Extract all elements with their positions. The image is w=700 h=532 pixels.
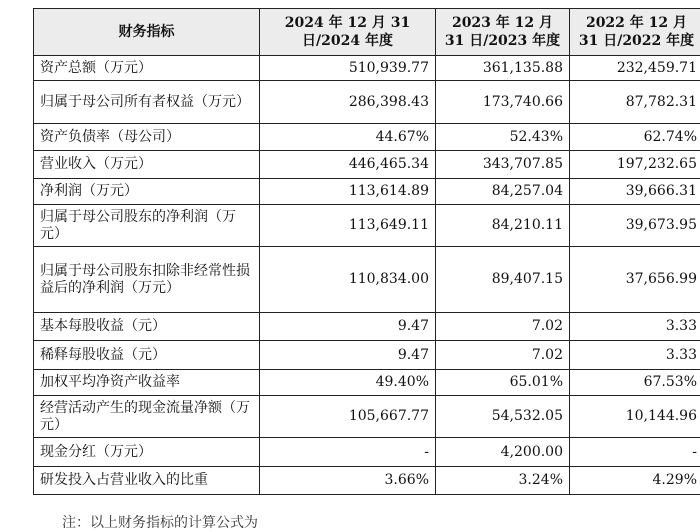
row-label: 经营活动产生的现金流量净额（万元） — [34, 396, 260, 438]
cell-2022: 67.53% — [570, 370, 700, 396]
row-label: 营业收入（万元） — [34, 151, 260, 179]
cell-2024: 113,649.11 — [260, 205, 436, 247]
cell-2023: 54,532.05 — [436, 396, 570, 438]
table-row — [34, 124, 700, 151]
row-label: 现金分红（万元） — [34, 438, 260, 467]
table-row — [34, 396, 700, 438]
row-label: 加权平均净资产收益率 — [34, 370, 260, 396]
cell-2023: 84,257.04 — [436, 179, 570, 205]
table-row — [34, 313, 700, 341]
cell-2023: 3.24% — [436, 467, 570, 495]
financial-indicators-table — [33, 8, 700, 495]
row-label: 研发投入占营业收入的比重 — [34, 467, 260, 495]
header-2024: 2024 年 12 月 31 日/2024 年度 — [260, 9, 436, 56]
header-indicator: 财务指标 — [34, 9, 260, 56]
table-row — [34, 151, 700, 179]
cell-2022: 62.74% — [570, 124, 700, 151]
table-row — [34, 467, 700, 495]
row-label: 资产总额（万元） — [34, 56, 260, 81]
cell-2023: 173,740.66 — [436, 81, 570, 124]
cell-2023: 361,135.88 — [436, 56, 570, 81]
row-label: 资产负债率（母公司） — [34, 124, 260, 151]
cell-2022: - — [570, 438, 700, 467]
cell-2023: 7.02 — [436, 313, 570, 341]
cell-2022: 87,782.31 — [570, 81, 700, 124]
row-label: 归属于母公司股东扣除非经常性损益后的净利润（万元） — [34, 247, 260, 313]
cell-2022: 3.33 — [570, 341, 700, 370]
row-label: 归属于母公司所有者权益（万元） — [34, 81, 260, 124]
row-label: 净利润（万元） — [34, 179, 260, 205]
cell-2022: 39,673.95 — [570, 205, 700, 247]
cell-2024: 286,398.43 — [260, 81, 436, 124]
cell-2023: 343,707.85 — [436, 151, 570, 179]
cell-2023: 65.01% — [436, 370, 570, 396]
header-2023: 2023 年 12 月 31 日/2023 年度 — [436, 9, 570, 56]
cell-2024: 44.67% — [260, 124, 436, 151]
cell-2024: 49.40% — [260, 370, 436, 396]
table-row — [34, 341, 700, 370]
cell-2024: 446,465.34 — [260, 151, 436, 179]
cell-2022: 37,656.99 — [570, 247, 700, 313]
table-row — [34, 179, 700, 205]
table-row — [34, 81, 700, 124]
cell-2022: 3.33 — [570, 313, 700, 341]
cell-2023: 52.43% — [436, 124, 570, 151]
table-row — [34, 438, 700, 467]
cell-2022: 10,144.96 — [570, 396, 700, 438]
table-row — [34, 56, 700, 81]
footnote: 注：以上财务指标的计算公式为 — [62, 514, 258, 532]
cell-2022: 39,666.31 — [570, 179, 700, 205]
cell-2023: 7.02 — [436, 341, 570, 370]
cell-2024: 110,834.00 — [260, 247, 436, 313]
cell-2022: 197,232.65 — [570, 151, 700, 179]
cell-2023: 4,200.00 — [436, 438, 570, 467]
cell-2024: 105,667.77 — [260, 396, 436, 438]
cell-2024: 3.66% — [260, 467, 436, 495]
cell-2022: 4.29% — [570, 467, 700, 495]
table-row — [34, 370, 700, 396]
cell-2023: 89,407.15 — [436, 247, 570, 313]
row-label: 归属于母公司股东的净利润（万元） — [34, 205, 260, 247]
cell-2023: 84,210.11 — [436, 205, 570, 247]
table-row — [34, 247, 700, 313]
table-header-row — [34, 9, 700, 56]
row-label: 稀释每股收益（元） — [34, 341, 260, 370]
header-2022: 2022 年 12 月 31 日/2022 年度 — [570, 9, 700, 56]
cell-2024: 9.47 — [260, 341, 436, 370]
cell-2024: 510,939.77 — [260, 56, 436, 81]
cell-2024: 113,614.89 — [260, 179, 436, 205]
table-row — [34, 205, 700, 247]
cell-2024: 9.47 — [260, 313, 436, 341]
row-label: 基本每股收益（元） — [34, 313, 260, 341]
cell-2022: 232,459.71 — [570, 56, 700, 81]
cell-2024: - — [260, 438, 436, 467]
